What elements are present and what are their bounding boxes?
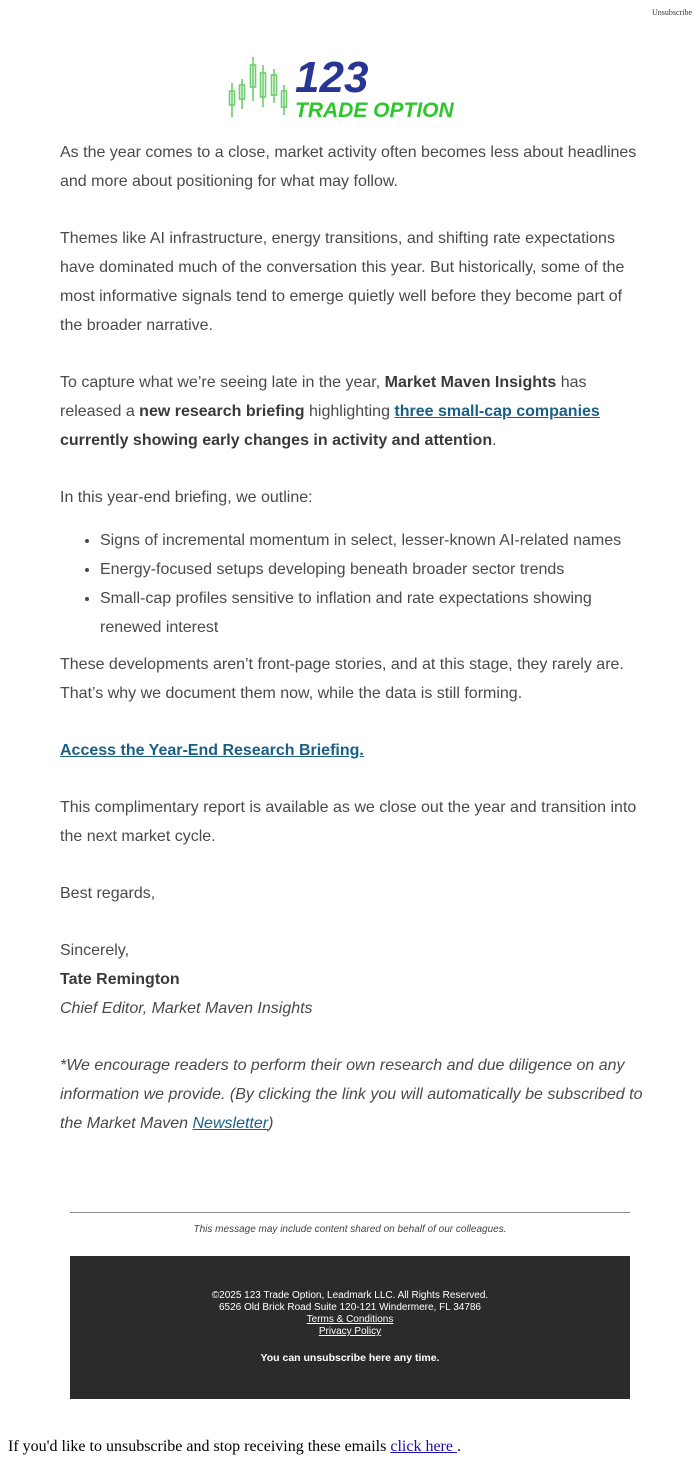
address: 6526 Old Brick Road Suite 120-121 Windermere, FL 34786: [219, 1302, 481, 1313]
copyright: ©2025 123 Trade Option, Leadmark LLC. All Rights Reserved.: [211, 1290, 489, 1301]
candlestick-icon: [227, 55, 477, 125]
newsletter-link[interactable]: Newsletter: [192, 1115, 269, 1132]
signature: [60, 936, 645, 1023]
logo-tagline: TRADE OPTION: [295, 99, 454, 122]
email-body: [60, 138, 645, 1166]
best-regards: Best regards,: [60, 885, 156, 902]
cta-paragraph: [60, 736, 645, 765]
signoff: Sincerely,: [60, 942, 130, 959]
themes-paragraph: Themes like AI infrastructure, energy transitions, and shifting rate expectations have dominated much of the conversation this year. But historically, some of the most informative signals tend to emerge quietly well before they become part of the broader narrative.: [60, 230, 625, 334]
footer: [70, 1256, 630, 1399]
author-name: Tate Remington: [60, 971, 180, 988]
outline-intro: In this year-end briefing, we outline:: [60, 489, 313, 506]
list-item: • Energy-focused setups developing beneath broader sector trends: [100, 555, 645, 584]
developments-paragraph: These developments aren’t front-page stories, and at this stage, they rarely are. That’s why we document them now, while the data is still forming.: [60, 656, 624, 702]
footer-unsubscribe-text[interactable]: You can unsubscribe here any time.: [260, 1352, 440, 1364]
publisher-name: Market Maven Insights: [384, 374, 557, 391]
logo-number: 123: [295, 55, 369, 102]
list-item: • Small-cap profiles sensitive to inflation and rate expectations showing renewed interest: [100, 584, 645, 642]
disclaimer: *We encourage readers to perform their own research and due diligence on any information we provide. (By clicking the link you will automatically be subscribed to the Market Maven Newsletter): [60, 1057, 643, 1132]
colleagues-notice: This message may include content shared on behalf of our colleagues.: [193, 1224, 507, 1235]
outline-list: [60, 526, 645, 642]
top-unsubscribe-link[interactable]: Unsubscribe: [652, 8, 692, 17]
intro-paragraph: As the year comes to a close, market activity often becomes less about headlines and more about positioning for what may follow.: [60, 144, 637, 190]
footer-divider: [70, 1212, 630, 1213]
briefing-paragraph: To capture what we’re seeing late in the year, Market Maven Insights has released a new research briefing highlighting three small-cap companies currently showing early changes in activity and attention.: [60, 374, 600, 449]
brand-logo: [227, 55, 477, 125]
complimentary-paragraph: This complimentary report is available as we close out the year and transition into the next market cycle.: [60, 799, 637, 845]
bottom-unsubscribe-line: If you'd like to unsubscribe and stop receiving these emails click here .: [8, 1438, 461, 1455]
author-title: Chief Editor, Market Maven Insights: [60, 1000, 313, 1017]
privacy-link[interactable]: Privacy Policy: [318, 1326, 382, 1337]
terms-link[interactable]: Terms & Conditions: [306, 1314, 394, 1325]
access-briefing-link[interactable]: Access the Year-End Research Briefing.: [60, 742, 364, 759]
click-here-link[interactable]: click here: [390, 1438, 457, 1455]
three-companies-link[interactable]: three small-cap companies: [394, 403, 600, 420]
list-item: • Signs of incremental momentum in select, lesser-known AI-related names: [100, 526, 645, 555]
